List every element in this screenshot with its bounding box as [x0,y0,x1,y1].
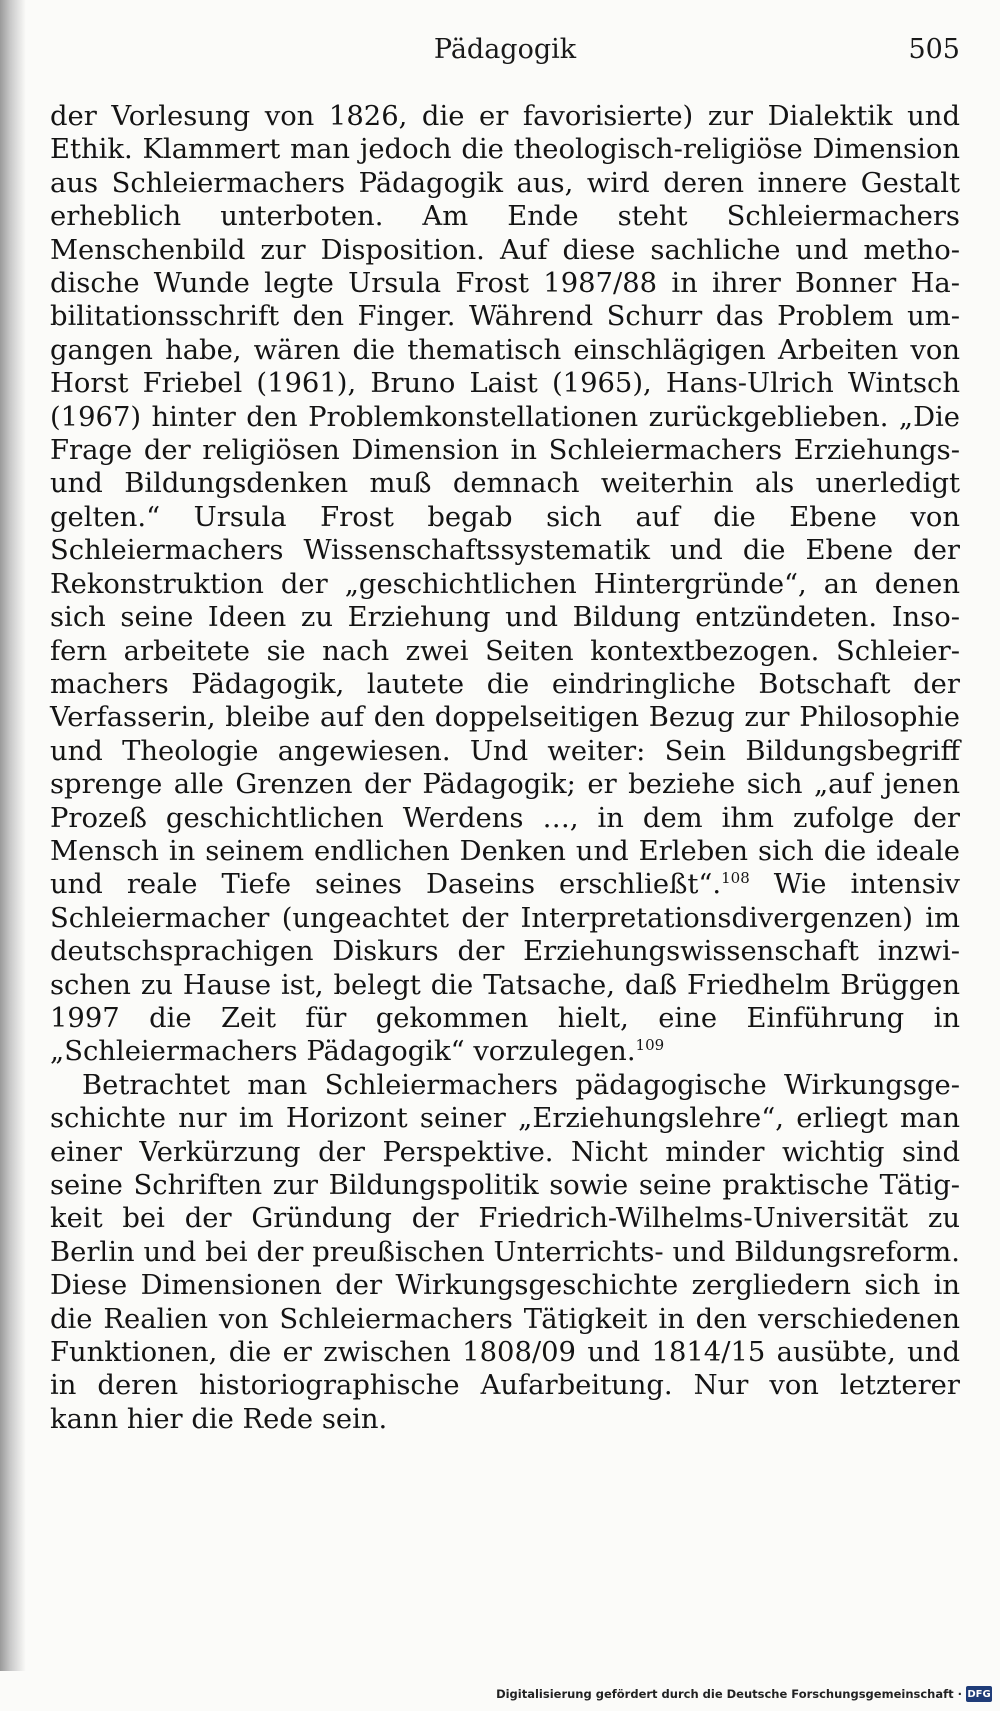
page-header [50,30,960,70]
paragraph-1-text-a: der Vorlesung von 1826, die er favorisierte) zur Dialektik und Ethik. Klammert man jedoch die theologisch-religiöse Dimension aus Schleiermachers Pädagogik aus, wird deren innere Gestalt erheblich unterboten. Am Ende steht Schleiermachers Menschenbild zur Disposition. Auf diese sachliche und methodische Wunde legte Ursula Frost 1987/88 in ihrer Bonner Habilitationsschrift den Finger. Während Schurr das Problem umgangen habe, wären die thematisch einschlägigen Arbeiten von Horst Friebel (1961), Bruno Laist (1965), Hans-Ulrich Wintsch (1967) hinter den Problemkonstellationen zurückgeblieben. „Die Frage der religiösen Dimension in Schleiermachers Erziehungs- und Bildungsdenken muß demnach weiterhin als unerledigt gelten.“ Ursula Frost begab sich auf die Ebene von Schleiermachers Wissenschaftssystematik und die Ebene der Rekonstruktion der „geschichtlichen Hintergründe“, an denen sich seine Ideen zu Erziehung und Bildung entzündeten. Insofern arbeitete sie nach zwei Seiten kontextbezogen. Schleiermachers Pädagogik, lautete die eindringliche Botschaft der Verfasserin, bleibe auf den doppelseitigen Bezug zur Philosophie und Theologie angewiesen. Und weiter: Sein Bildungsbegriff sprenge alle Grenzen der Pädagogik; er beziehe sich „auf jenen Prozeß geschichtlichen Werdens …, in dem ihm zufolge der Mensch in seinem endlichen Denken und Erleben sich die ideale und reale Tiefe seines Daseins erschließt“. [50,101,960,901]
footnote-ref-108: 108 [721,869,750,888]
digitization-footer [496,1683,992,1705]
scan-shadow-edge [0,0,26,1671]
footnote-ref-109: 109 [635,1036,665,1055]
body-text [50,100,960,1436]
dfg-logo-icon: DFG [966,1686,992,1702]
footer-credit-text: Digitalisierung gefördert durch die Deutsche Forschungsgemeinschaft · [496,1687,962,1701]
page-number: 505 [908,34,960,65]
paragraph-1 [50,100,960,1069]
paragraph-2: Betrachtet man Schleiermachers pädagogische Wirkungsgeschichte nur im Horizont seiner „Erziehungslehre“, erliegt man einer Verkürzung der Perspektive. Nicht minder wichtig sind seine Schriften zur Bildungspolitik sowie seine praktische Tätigkeit bei der Gründung der Friedrich-Wilhelms-Universität zu Berlin und bei der preußischen Unterrichts- und Bildungsreform. Diese Dimensionen der Wirkungsgeschichte zergliedern sich in die Realien von Schleiermachers Tätigkeit in den verschiedenen Funktionen, die er zwischen 1808/09 und 1814/15 ausübte, und in deren historiographische Aufarbeitung. Nur von letzterer kann hier die Rede sein. [50,1069,960,1435]
running-title: Pädagogik [433,34,577,65]
paragraph-1-text-b: Wie intensiv Schleiermacher (ungeachtet der Interpretationsdivergenzen) im deutschsprachigen Diskurs der Erziehungswissenschaft inzwischen zu Hause ist, belegt die Tatsache, daß Friedhelm Brüggen 1997 die Zeit für gekommen hielt, eine Einführung in „Schleiermachers Pädagogik“ vorzulegen. [50,869,960,1068]
